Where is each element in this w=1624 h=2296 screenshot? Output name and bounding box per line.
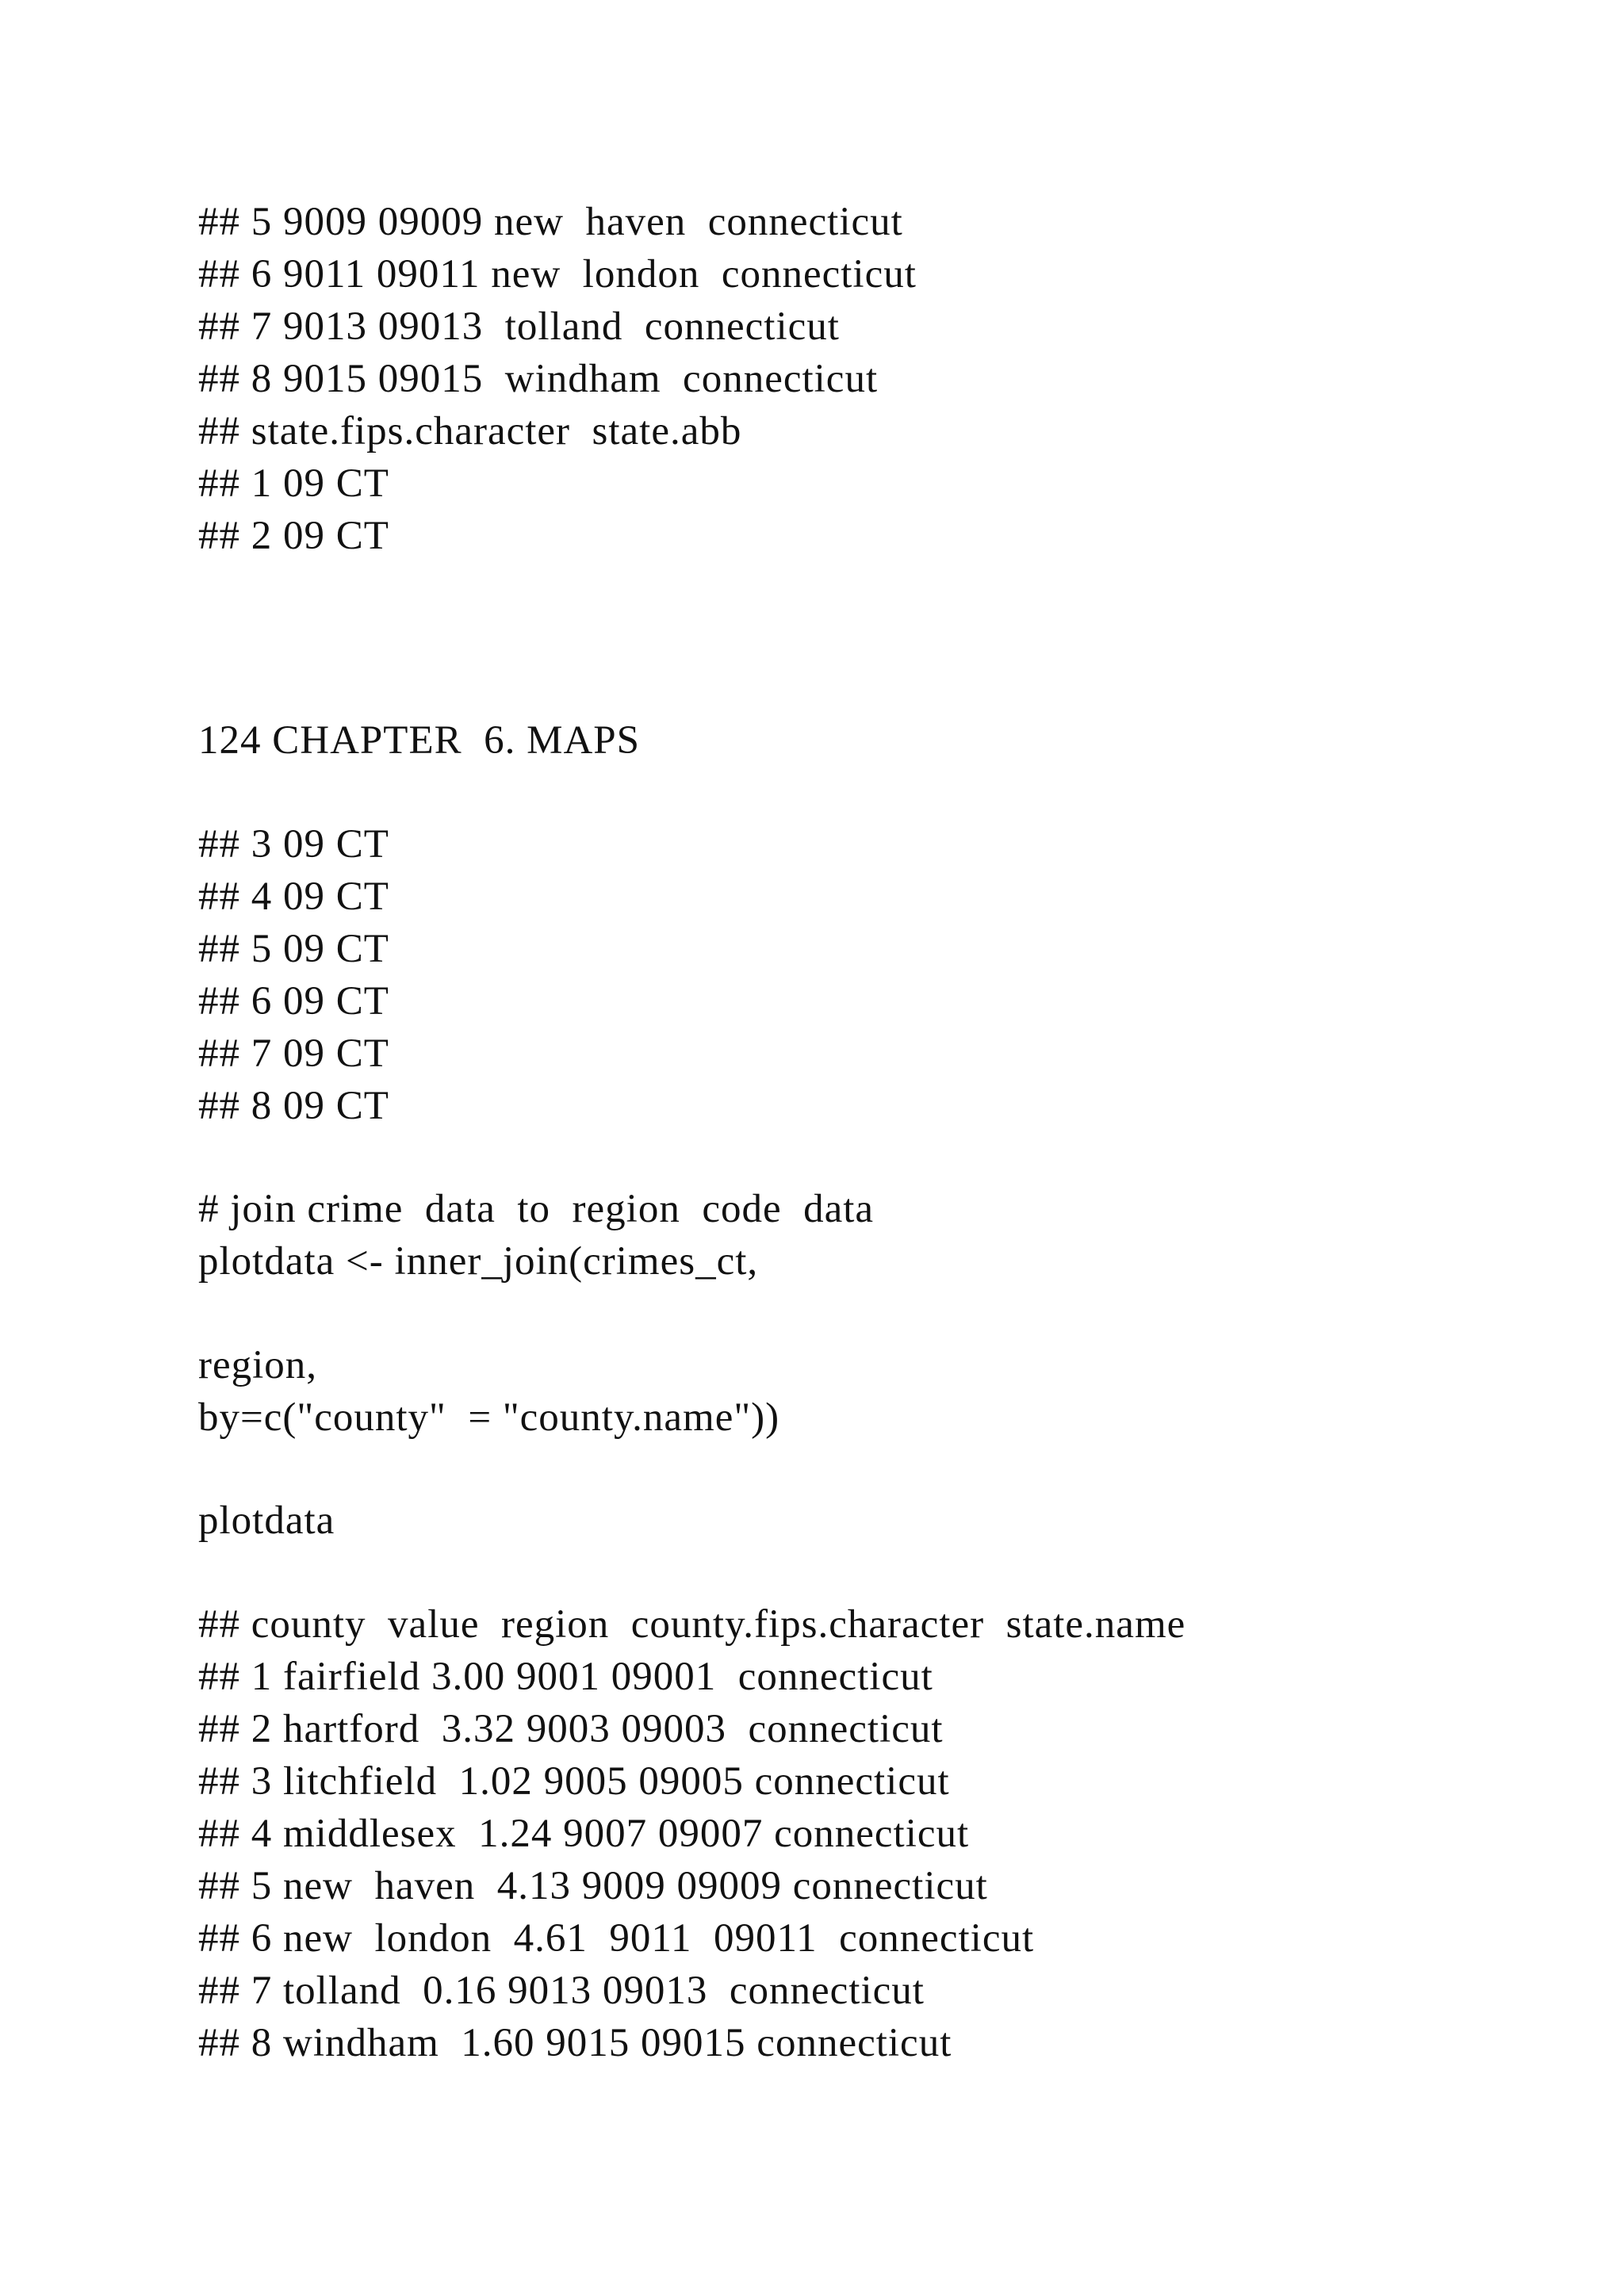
- output-line: ## 8 9015 09015 windham connecticut: [198, 357, 879, 401]
- output-line: ## 5 9009 09009 new haven connecticut: [198, 200, 903, 244]
- output-line: ## 6 new london 4.61 9011 09011 connecticut: [198, 1916, 1035, 1961]
- page-header-text: 124 CHAPTER 6. MAPS: [198, 718, 641, 763]
- code-line: region,: [198, 1343, 318, 1387]
- code-line: plotdata: [198, 1498, 335, 1543]
- output-line: ## 8 09 CT: [198, 1084, 389, 1128]
- output-line: ## 1 fairfield 3.00 9001 09001 connecticut: [198, 1655, 933, 1699]
- output-line: ## 2 09 CT: [198, 514, 389, 558]
- code-print-block: [198, 1494, 1562, 1547]
- output-line: ## 7 9013 09013 tolland connecticut: [198, 304, 840, 349]
- output-line: ## 7 tolland 0.16 9013 09013 connecticut: [198, 1969, 925, 2013]
- output-line: ## 6 09 CT: [198, 979, 389, 1024]
- output-line: ## 5 new haven 4.13 9009 09009 connecticut: [198, 1864, 988, 1908]
- code-line: by=c("county" = "county.name")): [198, 1395, 780, 1440]
- console-output-top: [198, 196, 1562, 562]
- output-line: ## 1 09 CT: [198, 461, 389, 506]
- output-line: ## 4 09 CT: [198, 874, 389, 919]
- code-line: plotdata <- inner_join(crimes_ct,: [198, 1239, 759, 1284]
- output-line: ## 4 middlesex 1.24 9007 09007 connecticut: [198, 1812, 970, 1856]
- output-line: ## 3 09 CT: [198, 822, 389, 867]
- code-join-block: [198, 1183, 1562, 1288]
- output-line: ## 7 09 CT: [198, 1031, 389, 1076]
- output-header-line: ## county value region county.fips.character state.name: [198, 1602, 1186, 1647]
- output-line: ## 8 windham 1.60 9015 09015 connecticut: [198, 2021, 952, 2065]
- output-line: ## 6 9011 09011 new london connecticut: [198, 252, 917, 297]
- output-line: ## 2 hartford 3.32 9003 09003 connecticut: [198, 1707, 944, 1751]
- output-line: ## state.fips.character state.abb: [198, 409, 742, 453]
- output-line: ## 5 09 CT: [198, 927, 389, 971]
- code-args-block: [198, 1339, 1562, 1444]
- output-line: ## 3 litchfield 1.02 9005 09005 connecticut: [198, 1759, 950, 1804]
- code-comment: # join crime data to region code data: [198, 1187, 875, 1231]
- console-output-continued: [198, 818, 1562, 1132]
- running-header: [198, 714, 1562, 767]
- plotdata-output: [198, 1598, 1562, 2069]
